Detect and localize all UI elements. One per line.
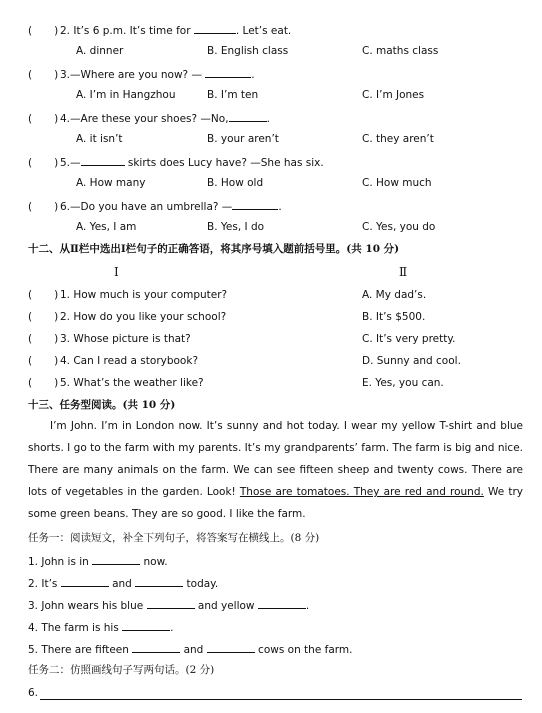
question-number: 4. [60, 113, 71, 125]
option-a[interactable]: A. dinner [76, 45, 124, 57]
task-1-item-3: 3. John wears his blue and yellow . [28, 597, 309, 613]
matching-answer: E. Yes, you can. [362, 377, 444, 389]
matching-question: 2. How do you like your school? [60, 311, 227, 323]
matching-row-1 [28, 288, 227, 302]
answer-blank[interactable] [205, 66, 251, 78]
question-text: —Do you have an umbrella? — [70, 201, 233, 213]
section-13-heading: 十三、任务型阅读。(共 10 分) [28, 399, 176, 411]
question-6 [28, 198, 282, 214]
task-2-heading: 任务二：仿照画线句子写两句话。(2 分) [28, 664, 215, 676]
matching-answer: B. It’s $500. [362, 311, 426, 323]
option-a[interactable]: A. How many [76, 177, 146, 189]
answer-blank[interactable] [229, 110, 267, 122]
question-4 [28, 110, 270, 126]
answer-bracket[interactable]: ( ) [28, 311, 59, 323]
answer-blank[interactable] [207, 641, 255, 653]
question-2 [28, 22, 291, 38]
question-text: —Where are you now? — [70, 69, 202, 81]
option-c[interactable]: C. they aren’t [362, 133, 434, 145]
answer-blank[interactable] [232, 198, 278, 210]
matching-row-4 [28, 354, 198, 368]
section-12-heading: 十二、从Ⅱ栏中选出Ⅰ栏句子的正确答语，将其序号填入题前括号里。(共 10 分) [28, 243, 400, 255]
matching-row-2 [28, 310, 226, 324]
task-1-item-4: 4. The farm is his . [28, 619, 174, 635]
task-2-item-6: 6. [28, 687, 39, 699]
answer-blank[interactable] [81, 154, 125, 166]
question-text-end: skirts does Lucy have? —She has six. [127, 157, 324, 169]
task-1-item-2: 2. It’s and today. [28, 575, 218, 591]
question-5 [28, 154, 324, 170]
task-1-item-5: 5. There are fifteen and cows on the farm. [28, 641, 352, 657]
passage-text: I’m John. I’m in London now. It’s sunny and hot today. I wear my yellow T-shirt and blue shorts. I go to the farm with my parents. It’s my grandparents’ farm. The farm is big and nice. There are many animals on the farm. We can see fifteen sheep and twenty cows. There are lots of vegetables in the garden. Look! [28, 420, 523, 498]
column-1-header: Ⅰ [114, 265, 119, 279]
matching-question: 1. How much is your computer? [60, 289, 228, 301]
matching-answer: D. Sunny and cool. [362, 355, 461, 367]
matching-answer: C. It’s very pretty. [362, 333, 456, 345]
answer-bracket[interactable]: ( ) [28, 201, 59, 213]
option-a[interactable]: A. I’m in Hangzhou [76, 89, 176, 101]
option-a[interactable]: A. Yes, I am [76, 221, 137, 233]
underlined-sentence: Those are tomatoes. They are red and round. [239, 486, 484, 498]
matching-row-5 [28, 376, 204, 390]
answer-bracket[interactable]: ( ) [28, 157, 59, 169]
option-a[interactable]: A. it isn’t [76, 133, 123, 145]
option-b[interactable]: B. How old [207, 177, 264, 189]
question-number: 6. [60, 201, 71, 213]
task-1-heading: 任务一：阅读短文，补全下列句子，将答案写在横线上。(8 分) [28, 532, 320, 544]
question-text-end: . [278, 201, 282, 213]
option-c[interactable]: C. I’m Jones [362, 89, 425, 101]
answer-bracket[interactable]: ( ) [28, 333, 59, 345]
answer-bracket[interactable]: ( ) [28, 355, 59, 367]
reading-passage [28, 415, 523, 525]
question-number: 2. [60, 25, 71, 37]
option-b[interactable]: B. Yes, I do [207, 221, 265, 233]
question-text: — [70, 157, 81, 169]
option-c[interactable]: C. maths class [362, 45, 439, 57]
answer-blank[interactable] [258, 597, 306, 609]
answer-blank[interactable] [122, 619, 170, 631]
option-b[interactable]: B. English class [207, 45, 289, 57]
option-c[interactable]: C. How much [362, 177, 432, 189]
question-text: It’s 6 p.m. It’s time for [73, 25, 191, 37]
matching-question: 3. Whose picture is that? [60, 333, 191, 345]
answer-blank[interactable] [132, 641, 180, 653]
answer-blank[interactable] [61, 575, 109, 587]
passage-text-end: We try some green beans. They are so good. I like the farm. [28, 486, 523, 520]
answer-bracket[interactable]: ( ) [28, 69, 59, 81]
writing-line[interactable] [40, 699, 522, 700]
question-text: —Are these your shoes? —No, [70, 113, 229, 125]
matching-question: 4. Can I read a storybook? [60, 355, 199, 367]
question-number: 3. [60, 69, 71, 81]
answer-blank[interactable] [92, 553, 140, 565]
option-b[interactable]: B. I’m ten [207, 89, 259, 101]
option-b[interactable]: B. your aren’t [207, 133, 279, 145]
column-2-header: Ⅱ [399, 265, 408, 279]
answer-blank[interactable] [147, 597, 195, 609]
question-text-end: . [266, 113, 270, 125]
matching-question: 5. What’s the weather like? [60, 377, 204, 389]
question-3 [28, 66, 255, 82]
matching-row-3 [28, 332, 191, 346]
answer-bracket[interactable]: ( ) [28, 289, 59, 301]
answer-blank[interactable] [194, 22, 236, 34]
option-c[interactable]: C. Yes, you do [362, 221, 436, 233]
matching-answer: A. My dad’s. [362, 289, 427, 301]
answer-bracket[interactable]: ( ) [28, 25, 59, 37]
answer-bracket[interactable]: ( ) [28, 113, 59, 125]
answer-bracket[interactable]: ( ) [28, 377, 59, 389]
task-1-item-1: 1. John is in now. [28, 553, 168, 569]
question-text-end: . Let’s eat. [235, 25, 292, 37]
answer-blank[interactable] [135, 575, 183, 587]
question-number: 5. [60, 157, 71, 169]
question-text-end: . [251, 69, 255, 81]
